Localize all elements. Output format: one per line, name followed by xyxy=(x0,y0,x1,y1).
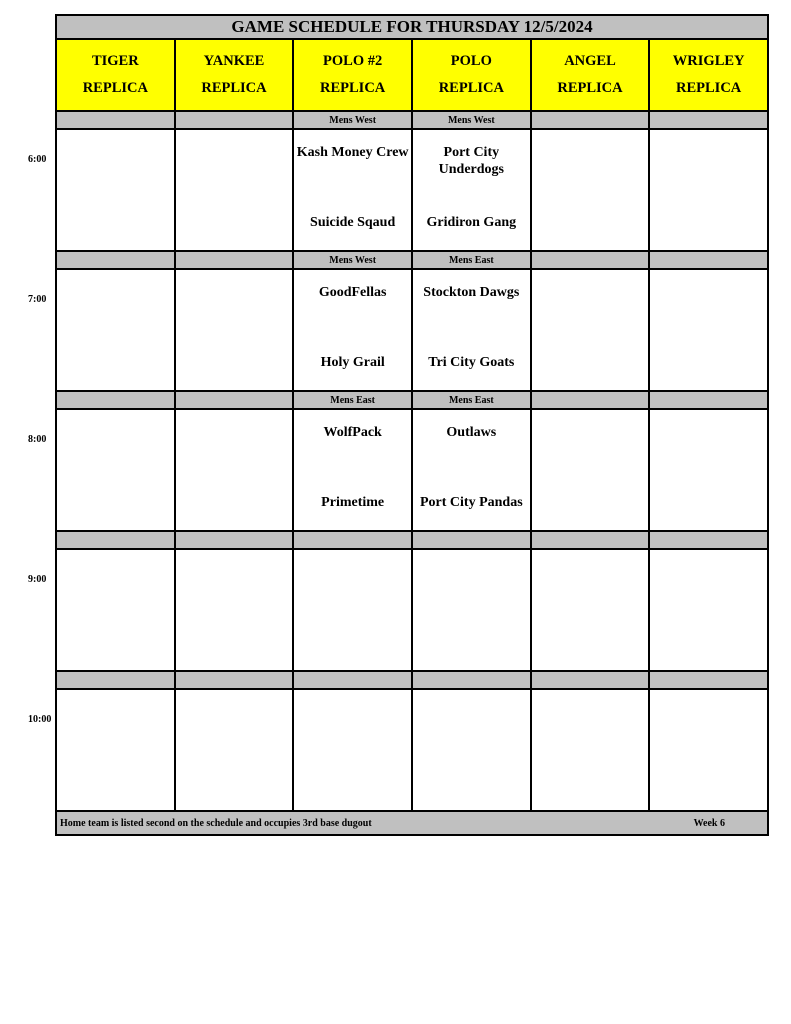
field-sub: REPLICA xyxy=(676,80,742,96)
division-label xyxy=(532,392,651,408)
home-team: Gridiron Gang xyxy=(426,215,517,230)
division-label: Mens West xyxy=(294,112,413,128)
division-label xyxy=(294,672,413,688)
home-team: Primetime xyxy=(321,495,385,510)
game-row xyxy=(55,550,769,672)
game-cell xyxy=(532,130,651,250)
time-label: 8:00 xyxy=(28,434,47,445)
division-label xyxy=(650,392,769,408)
home-team: Port City Pandas xyxy=(419,495,523,510)
home-team: Suicide Sqaud xyxy=(310,215,396,230)
time-label: 6:00 xyxy=(28,154,47,165)
game-row xyxy=(55,130,769,252)
game-cell xyxy=(176,410,295,530)
division-label xyxy=(176,392,295,408)
division-band xyxy=(55,392,769,410)
division-label xyxy=(176,252,295,268)
game-cell xyxy=(413,410,532,530)
division-band xyxy=(55,672,769,690)
game-cell xyxy=(413,130,532,250)
game-cell xyxy=(176,270,295,390)
game-cell xyxy=(532,270,651,390)
game-cell xyxy=(650,550,769,670)
division-label xyxy=(532,112,651,128)
game-cell xyxy=(413,270,532,390)
game-cell xyxy=(57,270,176,390)
game-cell xyxy=(294,410,413,530)
field-name: TIGER xyxy=(91,53,139,69)
away-team: Port City Underdogs xyxy=(438,145,504,177)
away-team: Outlaws xyxy=(446,425,497,440)
division-label: Mens West xyxy=(413,112,532,128)
division-label xyxy=(650,672,769,688)
division-label xyxy=(57,112,176,128)
time-label: 7:00 xyxy=(28,294,47,305)
game-cell xyxy=(413,690,532,810)
division-label xyxy=(650,252,769,268)
field-sub: REPLICA xyxy=(82,80,148,96)
field-name: YANKEE xyxy=(203,53,265,69)
division-label xyxy=(532,532,651,548)
division-label xyxy=(176,532,295,548)
field-name: WRIGLEY xyxy=(672,53,745,69)
game-row xyxy=(55,410,769,532)
division-label: Mens West xyxy=(294,252,413,268)
game-cell xyxy=(176,550,295,670)
division-label: Mens East xyxy=(294,392,413,408)
division-label xyxy=(532,672,651,688)
division-label xyxy=(57,252,176,268)
home-team: Holy Grail xyxy=(320,355,385,370)
field-header-wrigley xyxy=(650,40,769,110)
game-cell xyxy=(176,130,295,250)
game-cell xyxy=(650,690,769,810)
division-label xyxy=(176,672,295,688)
field-sub: REPLICA xyxy=(557,80,623,96)
division-label xyxy=(650,532,769,548)
away-team: Stockton Dawgs xyxy=(423,285,520,300)
field-header-angel xyxy=(532,40,651,110)
game-cell xyxy=(176,690,295,810)
field-header-polo xyxy=(413,40,532,110)
division-label: Mens East xyxy=(413,252,532,268)
field-header-row xyxy=(55,40,769,112)
field-name: ANGEL xyxy=(564,53,616,69)
division-label xyxy=(57,532,176,548)
division-label xyxy=(650,112,769,128)
division-band xyxy=(55,112,769,130)
game-cell xyxy=(57,130,176,250)
division-label xyxy=(57,672,176,688)
game-cell xyxy=(294,270,413,390)
away-team: GoodFellas xyxy=(318,285,387,300)
game-cell xyxy=(294,690,413,810)
game-cell xyxy=(650,270,769,390)
field-header-yankee xyxy=(176,40,295,110)
schedule-sheet xyxy=(55,14,769,836)
field-header-polo-2 xyxy=(294,40,413,110)
game-cell xyxy=(57,410,176,530)
time-label: 9:00 xyxy=(28,574,47,585)
game-cell xyxy=(57,550,176,670)
game-cell xyxy=(532,410,651,530)
schedule-title: GAME SCHEDULE FOR THURSDAY 12/5/2024 xyxy=(55,14,769,40)
home-team: Tri City Goats xyxy=(428,355,515,370)
division-label xyxy=(532,252,651,268)
game-cell xyxy=(650,410,769,530)
time-label: 10:00 xyxy=(28,714,52,725)
field-sub: REPLICA xyxy=(438,80,504,96)
away-team: Kash Money Crew xyxy=(296,145,409,160)
game-cell xyxy=(532,550,651,670)
division-label xyxy=(57,392,176,408)
field-sub: REPLICA xyxy=(201,80,267,96)
game-cell xyxy=(294,550,413,670)
schedule-footer xyxy=(55,812,769,836)
footer-note: Home team is listed second on the schedule and occupies 3rd base dugout xyxy=(60,818,372,829)
division-label xyxy=(176,112,295,128)
game-cell xyxy=(650,130,769,250)
week-label: Week 6 xyxy=(693,818,725,829)
division-label xyxy=(294,532,413,548)
time-slots xyxy=(55,112,769,812)
game-row xyxy=(55,270,769,392)
division-band xyxy=(55,252,769,270)
away-team: WolfPack xyxy=(323,425,382,440)
field-sub: REPLICA xyxy=(320,80,386,96)
game-cell xyxy=(57,690,176,810)
game-row xyxy=(55,690,769,812)
game-cell xyxy=(294,130,413,250)
division-label xyxy=(413,672,532,688)
division-label: Mens East xyxy=(413,392,532,408)
game-cell xyxy=(532,690,651,810)
field-header-tiger xyxy=(57,40,176,110)
division-band xyxy=(55,532,769,550)
division-label xyxy=(413,532,532,548)
field-name: POLO #2 xyxy=(323,53,383,69)
game-cell xyxy=(413,550,532,670)
field-name: POLO xyxy=(450,53,492,69)
